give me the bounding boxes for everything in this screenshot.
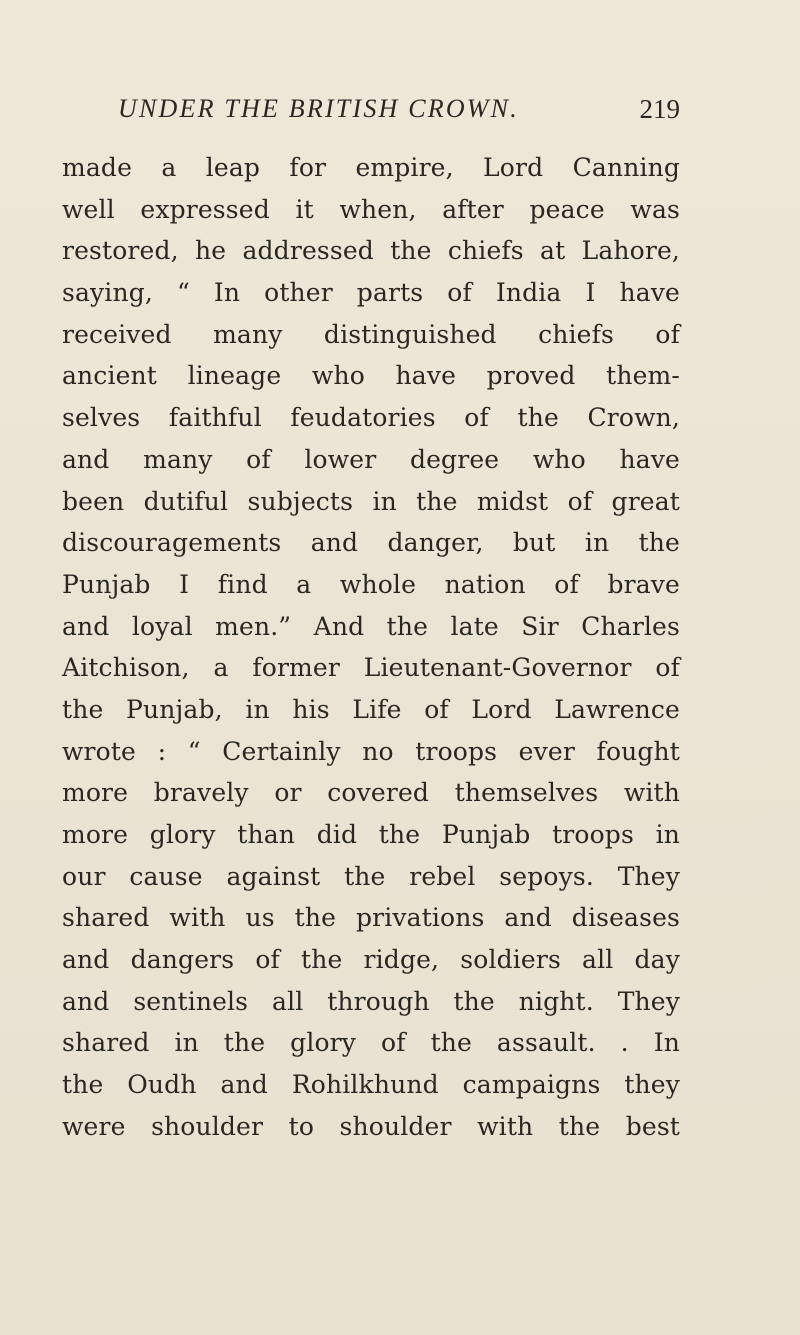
running-title: UNDER THE BRITISH CROWN.	[118, 94, 519, 123]
text-line: Punjab I find a whole nation of brave	[62, 569, 680, 599]
text-line: ancient lineage who have proved them-	[62, 361, 680, 391]
text-line: shared with us the privations and diseases	[62, 903, 680, 933]
text-line: the Oudh and Rohilkhund campaigns they	[62, 1070, 680, 1100]
text-line: shared in the glory of the assault. . In	[62, 1028, 680, 1058]
text-line: restored, he addressed the chiefs at Lahore,	[62, 236, 680, 266]
text-line: our cause against the rebel sepoys. They	[62, 861, 680, 891]
body-text	[62, 147, 680, 1148]
text-line: the Punjab, in his Life of Lord Lawrence	[62, 694, 680, 724]
text-line: been dutiful subjects in the midst of great	[62, 486, 680, 516]
text-line: saying, “ In other parts of India I have	[62, 278, 680, 308]
text-line: selves faithful feudatories of the Crown,	[62, 403, 680, 433]
text-line: made a leap for empire, Lord Canning	[62, 153, 680, 182]
text-line: and sentinels all through the night. They	[62, 986, 680, 1016]
text-line: and dangers of the ridge, soldiers all day	[62, 945, 680, 975]
text-line: Aitchison, a former Lieutenant-Governor of	[62, 653, 680, 683]
text-line: and many of lower degree who have	[62, 444, 680, 474]
text-line: more glory than did the Punjab troops in	[62, 820, 680, 849]
text-line: were shoulder to shoulder with the best	[62, 1111, 680, 1141]
text-line: discouragements and danger, but in the	[62, 528, 680, 558]
text-line: wrote : “ Certainly no troops ever fought	[62, 736, 680, 766]
text-line: well expressed it when, after peace was	[62, 194, 680, 224]
text-line: received many distinguished chiefs of	[62, 319, 680, 349]
text-line: more bravely or covered themselves with	[62, 778, 680, 808]
page-number: 219	[639, 94, 680, 124]
running-head	[118, 92, 680, 126]
text-line: and loyal men.” And the late Sir Charles	[62, 611, 680, 641]
